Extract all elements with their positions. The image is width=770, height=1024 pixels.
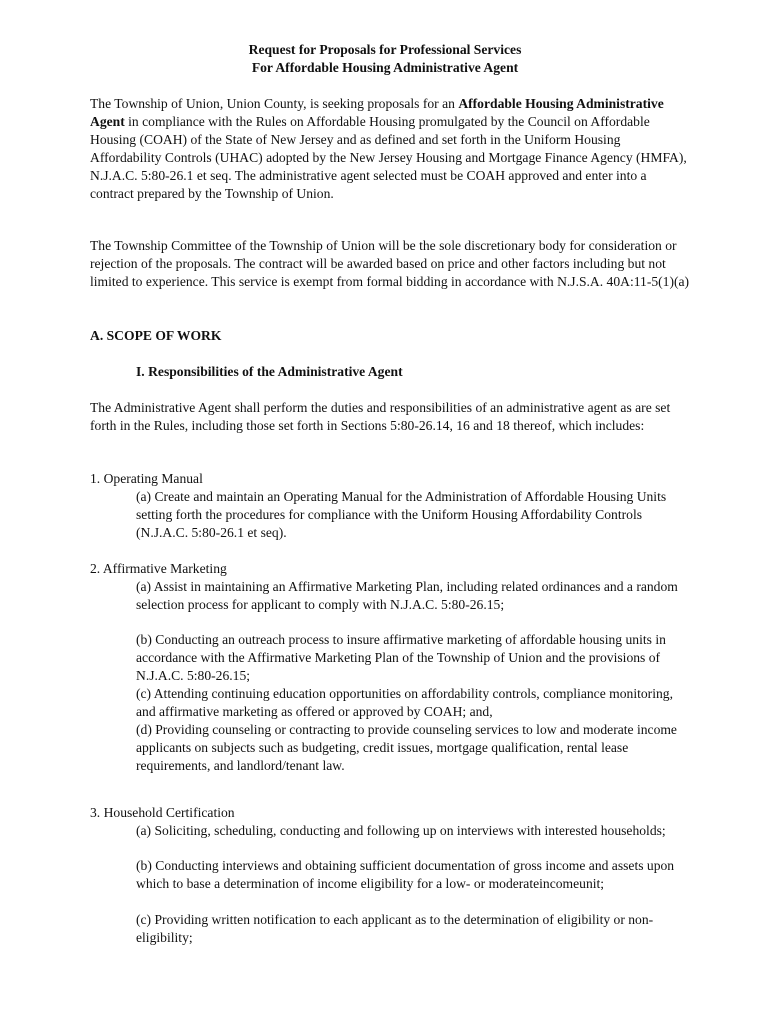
household-certification-item-a: (a) Soliciting, scheduling, conducting and following up on interviews with interested households; — [136, 823, 666, 838]
section-household-certification-title: 3. Household Certification — [90, 805, 235, 820]
intro-paragraph — [90, 95, 690, 203]
household-certification-item-c: (c) Providing written notification to each applicant as to the determination of eligibility or non-eligibility; — [136, 912, 654, 945]
affirmative-marketing-item-a: (a) Assist in maintaining an Affirmative Marketing Plan, including related ordinances and a random selection process for applicant to comply with N.J.A.C. 5:80-26.15; — [136, 579, 678, 612]
responsibilities-paragraph: The Administrative Agent shall perform the duties and responsibilities of an administrative agent as are set forth in the Rules, including those set forth in Sections 5:80-26.14, 16 and 18 thereof, which includes: — [90, 400, 671, 433]
document-title-line-2: For Affordable Housing Administrative Agent — [251, 60, 519, 75]
operating-manual-item-a: (a) Create and maintain an Operating Manual for the Administration of Affordable Housing Units setting forth the procedures for compliance with the Uniform Housing Affordability Controls (N.J.A.C. 5:80-26.1 et seq). — [136, 489, 667, 540]
scope-of-work-heading: A. SCOPE OF WORK — [90, 328, 222, 343]
affirmative-marketing-item-c: (c) Attending continuing education opportunities on affordability controls, compliance monitoring, and affirmative marketing as offered or approved by COAH; and, — [136, 686, 673, 719]
affirmative-marketing-item-d: (d) Providing counseling or contracting to provide counseling services to low and moderate income applicants on subjects such as budgeting, credit issues, mortgage qualification, rental lease requirements, and landlord/tenant law. — [136, 722, 677, 773]
document-title-line-1: Request for Proposals for Professional Services — [248, 42, 522, 57]
section-operating-manual-title: 1. Operating Manual — [90, 471, 203, 486]
household-certification-item-b: (b) Conducting interviews and obtaining sufficient documentation of gross income and assets upon which to base a determination of income eligibility for a low- or moderateincomeunit; — [136, 858, 675, 891]
responsibilities-heading: I. Responsibilities of the Administrative Agent — [136, 364, 403, 379]
affirmative-marketing-item-b: (b) Conducting an outreach process to insure affirmative marketing of affordable housing units in accordance with the Affirmative Marketing Plan of the Township of Union and the provisions of N.J.A.C. 5:80-26.15; — [136, 632, 666, 683]
intro-bold-text: Affordable Housing Administrative Agent — [90, 96, 664, 129]
intro-text-start: The Township of Union, Union County, is seeking proposals for an — [90, 96, 459, 111]
committee-paragraph: The Township Committee of the Township of Union will be the sole discretionary body for consideration or rejection of the proposals. The contract will be awarded based on price and other factors including but not limited to experience. This service is exempt from formal bidding in accordance with N.J.S.A. 40A:11-5(1)(a) — [90, 238, 690, 289]
section-affirmative-marketing-title: 2. Affirmative Marketing — [90, 561, 227, 576]
intro-text-end: in compliance with the Rules on Affordable Housing promulgated by the Council on Affordable Housing (COAH) of the State of New Jersey and as defined and set forth in the Uniform Housing Affordability Controls (UHAC) adopted by the New Jersey Housing and Mortgage Finance Agency (HMFA), N.J.A.C. 5:80-26.1 et seq. The administrative agent selected must be COAH approved and enter into a contract prepared by the Township of Union. — [90, 114, 687, 201]
